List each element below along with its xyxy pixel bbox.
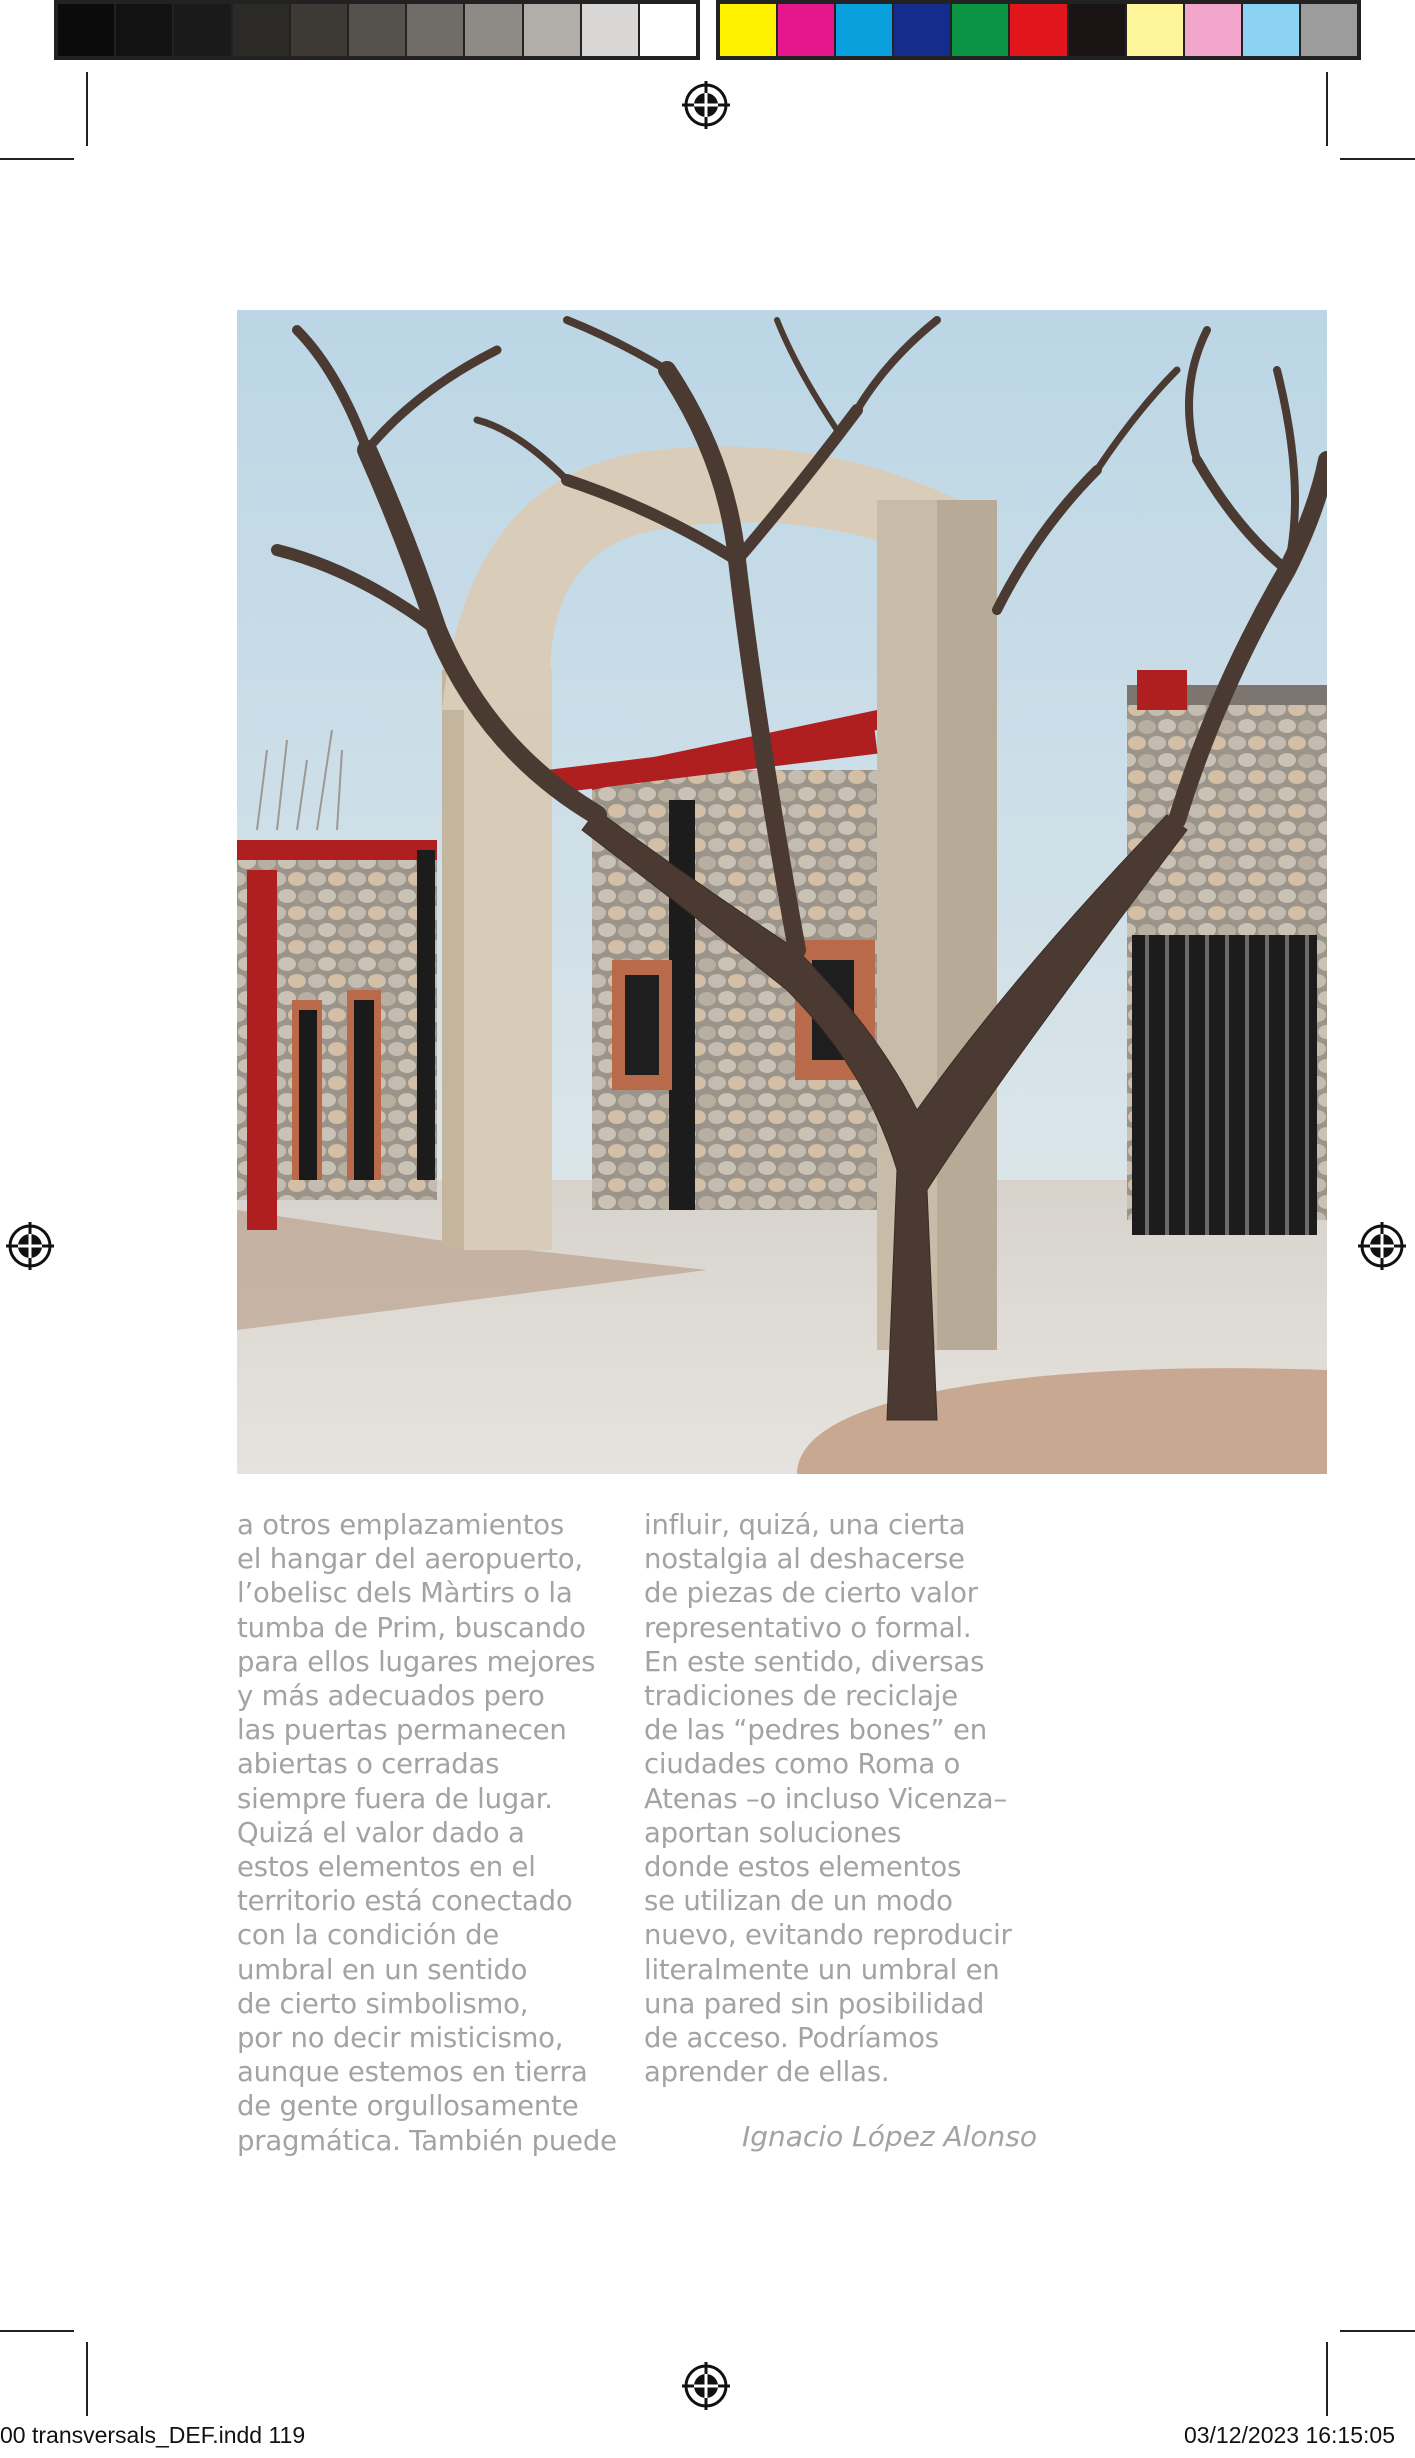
text-line: de cierto simbolismo, — [237, 1987, 529, 2020]
text-line: aportan soluciones — [644, 1816, 902, 1849]
text-line: el hangar del aeropuerto, — [237, 1543, 583, 1576]
gray-swatch-3 — [174, 4, 232, 56]
gray-swatch-11 — [640, 4, 696, 56]
photo-stone-archway-with-tree — [237, 310, 1327, 1474]
text-line: nuevo, evitando reproducir — [644, 1919, 1012, 1952]
text-line: siempre fuera de lugar. — [237, 1782, 553, 1815]
text-line: de gente orgullosamente — [237, 2090, 579, 2123]
text-line: En este sentido, diversas — [644, 1645, 985, 1678]
text-line: y más adecuados pero — [237, 1680, 545, 1713]
crop-mark-bottom-right-vertical — [1326, 2342, 1328, 2416]
process-swatch-5 — [952, 4, 1010, 56]
color-calibration-bar-process — [716, 0, 1361, 60]
gray-swatch-2 — [116, 4, 174, 56]
process-swatch-11 — [1301, 4, 1357, 56]
text-line: Quizá el valor dado a — [237, 1816, 525, 1849]
text-line: con la condición de — [237, 1919, 500, 1952]
gray-swatch-7 — [407, 4, 465, 56]
text-line: ciudades como Roma o — [644, 1748, 961, 1781]
process-swatch-7 — [1069, 4, 1127, 56]
gray-swatch-8 — [465, 4, 523, 56]
text-line: de las “pedres bones” en — [644, 1714, 987, 1747]
crop-mark-bottom-left-vertical — [86, 2342, 88, 2416]
text-line: las puertas permanecen — [237, 1714, 567, 1747]
crop-mark-bottom-left-horizontal — [0, 2330, 74, 2332]
slug-timestamp: 03/12/2023 16:15:05 — [1183, 2422, 1395, 2448]
text-line: l’obelisc dels Màrtirs o la — [237, 1577, 573, 1610]
color-calibration-bar-grayscale — [54, 0, 700, 60]
crop-mark-bottom-right-horizontal — [1340, 2330, 1415, 2332]
text-line: para ellos lugares mejores — [237, 1645, 596, 1678]
text-line: abiertas o cerradas — [237, 1748, 500, 1781]
gray-swatch-9 — [524, 4, 582, 56]
text-line: se utilizan de un modo — [644, 1885, 953, 1918]
gray-swatch-5 — [291, 4, 349, 56]
registration-mark-right-icon — [1358, 1222, 1406, 1270]
text-line: por no decir misticismo, — [237, 2022, 564, 2055]
crop-mark-top-right-horizontal — [1340, 158, 1415, 160]
crop-mark-top-left-horizontal — [0, 158, 74, 160]
crop-mark-top-left-vertical — [86, 72, 88, 146]
article-column-left — [237, 1508, 617, 2158]
text-line: de piezas de cierto valor — [644, 1577, 978, 1610]
text-line: Atenas –o incluso Vicenza– — [644, 1782, 1008, 1815]
text-line: estos elementos en el — [237, 1851, 536, 1884]
process-swatch-9 — [1185, 4, 1243, 56]
process-swatch-1 — [720, 4, 778, 56]
article-column-right — [644, 1508, 1012, 2089]
text-line: donde estos elementos — [644, 1851, 962, 1884]
gray-swatch-4 — [233, 4, 291, 56]
gray-swatch-6 — [349, 4, 407, 56]
text-line: literalmente un umbral en — [644, 1953, 1000, 1986]
process-swatch-4 — [894, 4, 952, 56]
text-line: territorio está conectado — [237, 1885, 573, 1918]
text-line: representativo o formal. — [644, 1611, 972, 1644]
text-line: pragmática. También puede — [237, 2124, 617, 2157]
text-line: una pared sin posibilidad — [644, 1987, 985, 2020]
process-swatch-8 — [1127, 4, 1185, 56]
registration-mark-bottom-icon — [682, 2362, 730, 2410]
text-line: umbral en un sentido — [237, 1953, 528, 1986]
gray-swatch-10 — [582, 4, 640, 56]
text-line: a otros emplazamientos — [237, 1509, 565, 1541]
process-swatch-2 — [778, 4, 836, 56]
text-line: influir, quizá, una cierta — [644, 1509, 966, 1541]
registration-mark-left-icon — [6, 1222, 54, 1270]
slug-file-info: 00 transversals_DEF.indd 119 — [0, 2422, 306, 2448]
text-line: nostalgia al deshacerse — [644, 1543, 965, 1576]
process-swatch-10 — [1243, 4, 1301, 56]
process-swatch-3 — [836, 4, 894, 56]
registration-mark-top-icon — [682, 81, 730, 129]
text-line: de acceso. Podríamos — [644, 2022, 939, 2055]
author-signature: Ignacio López Alonso — [742, 2120, 1037, 2153]
process-swatch-6 — [1010, 4, 1068, 56]
text-line: tradiciones de reciclaje — [644, 1680, 958, 1713]
text-line: tumba de Prim, buscando — [237, 1611, 586, 1644]
crop-mark-top-right-vertical — [1326, 72, 1328, 146]
text-line: aprender de ellas. — [644, 2056, 890, 2089]
gray-swatch-1 — [58, 4, 116, 56]
text-line: aunque estemos en tierra — [237, 2056, 588, 2089]
